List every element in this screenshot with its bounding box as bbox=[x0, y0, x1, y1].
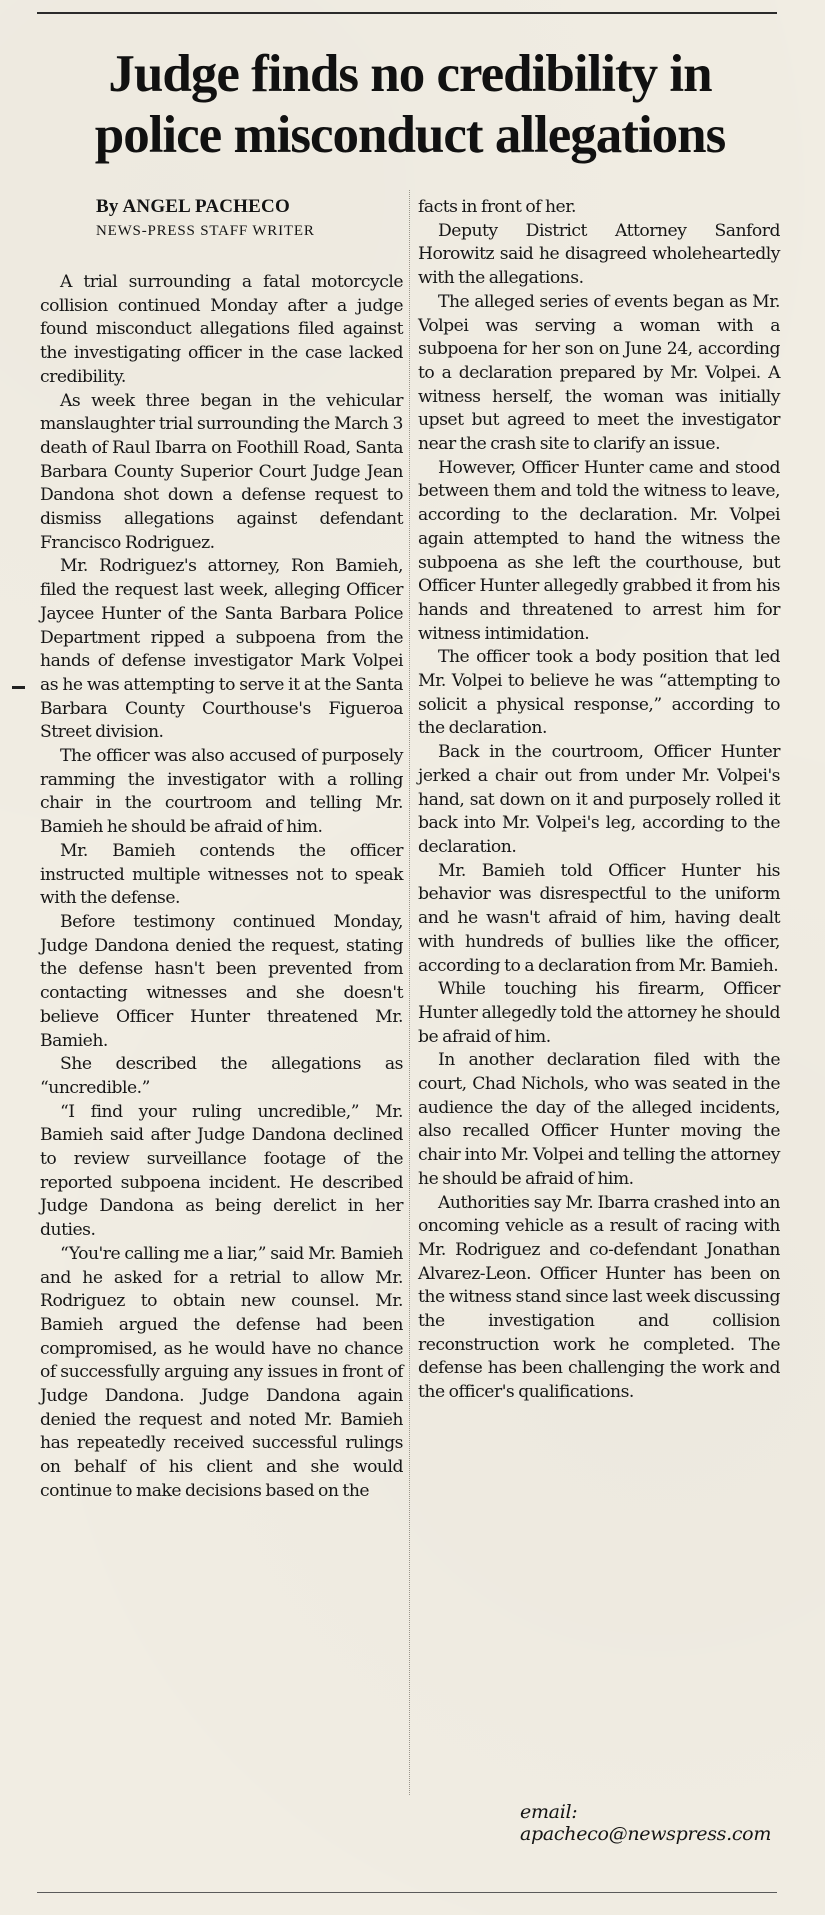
paragraph-continuation: facts in front of her. bbox=[418, 197, 577, 217]
paragraph: The officer was also accused of purposely ramming the investigator with a rolling chair in the courtroom and telling Mr. Bamieh he should be afraid of him. bbox=[40, 746, 403, 838]
paragraph: A trial surrounding a fatal motorcycle collision continued Monday after a judge found misconduct allegations filed against the investigating officer in the case lacked credibility. bbox=[40, 272, 403, 387]
paragraph: Mr. Rodriguez's attorney, Ron Bamieh, filed the request last week, alleging Officer Jaycee Hunter of the Santa Barbara Police Department ripped a subpoena from the hands of defense investigator Mark Volpei as he was attempting to serve it at the Santa Barbara County Courthouse's Figueroa Street division. bbox=[40, 556, 403, 743]
margin-mark bbox=[12, 686, 25, 689]
paragraph: In another declaration filed with the court, Chad Nichols, who was seated in the audience the day of the alleged incidents, also recalled Officer Hunter moving the chair into Mr. Volpei and telling the attorney he should be afraid of him. bbox=[418, 1050, 780, 1189]
paragraph: The alleged series of events began as Mr. Volpei was serving a woman with a subpoena for her son on June 24, according to a declaration prepared by Mr. Volpei. A witness herself, the woman was initially upset but agreed to meet the investigator near the crash site to clarify an issue. bbox=[418, 291, 780, 455]
paragraph: While touching his firearm, Officer Hunter allegedly told the attorney he should be afraid of him. bbox=[418, 979, 780, 1047]
paragraph: Back in the courtroom, Officer Hunter jerked a chair out from under Mr. Volpei's hand, sat down on it and purposely rolled it back into Mr. Volpei's leg, according to the declaration. bbox=[418, 742, 780, 857]
author-email[interactable]: email: apacheco@newspress.com bbox=[520, 1801, 772, 1845]
left-column bbox=[40, 271, 403, 1504]
byline: By ANGEL PACHECO bbox=[96, 196, 290, 217]
paragraph: The officer took a body position that led Mr. Volpei to believe he was “attempting to solicit a physical response,” according to the declaration. bbox=[418, 647, 780, 739]
top-rule bbox=[37, 12, 777, 14]
headline: Judge finds no credibility in police misconduct allegations bbox=[94, 45, 726, 164]
paragraph: “You're calling me a liar,” said Mr. Bamieh and he asked for a retrial to allow Mr. Rodriguez to obtain new counsel. Mr. Bamieh argued the defense had been compromised, as he would have no chance of successfully arguing any issues in front of Judge Dandona. Judge Dandona again denied the request and noted Mr. Bamieh has repeatedly received successful rulings on behalf of his client and she would continue to make decisions based on the bbox=[40, 1243, 403, 1501]
staff-title: NEWS-PRESS STAFF WRITER bbox=[96, 223, 315, 239]
paragraph: However, Officer Hunter came and stood between them and told the witness to leave, according to the declaration. Mr. Volpei again attempted to hand the witness the subpoena as she left the courthouse, but Officer Hunter allegedly grabbed it from his hands and threatened to arrest him for witness intimidation. bbox=[418, 457, 780, 644]
paragraph: Mr. Bamieh told Officer Hunter his behavior was disrespectful to the uniform and he wasn't afraid of him, having dealt with hundreds of bullies like the officer, according to a declaration from Mr. Bamieh. bbox=[418, 860, 780, 976]
paragraph: Deputy District Attorney Sanford Horowitz said he disagreed wholeheartedly with the allegations. bbox=[418, 220, 780, 289]
bottom-rule bbox=[37, 1892, 777, 1893]
paragraph: “I find your ruling uncredible,” Mr. Bamieh said after Judge Dandona declined to review surveillance footage of the reported subpoena incident. He described Judge Dandona as being derelict in her duties. bbox=[40, 1101, 403, 1241]
column-divider bbox=[409, 190, 410, 1795]
paragraph: As week three began in the vehicular manslaughter trial surrounding the March 3 death of Raul Ibarra on Foothill Road, Santa Barbara County Superior Court Judge Jean Dandona shot down a defense request to dismiss allegations against defendant Francisco Rodriguez. bbox=[40, 390, 403, 553]
right-column bbox=[418, 196, 780, 1405]
paragraph: Mr. Bamieh contends the officer instructed multiple witnesses not to speak with the defense. bbox=[40, 840, 403, 909]
paragraph: Before testimony continued Monday, Judge Dandona denied the request, stating the defense hasn't been prevented from contacting witnesses and she doesn't believe Officer Hunter threatened Mr. Bamieh. bbox=[40, 911, 403, 1051]
paragraph: Authorities say Mr. Ibarra crashed into an oncoming vehicle as a result of racing with Mr. Rodriguez and co-defendant Jonathan Alvarez-Leon. Officer Hunter has been on the witness stand since last week discussing the investigation and collision reconstruction work he completed. The defense has been challenging the work and the officer's qualifications. bbox=[418, 1192, 780, 1403]
paragraph: She described the allegations as “uncredible.” bbox=[40, 1054, 403, 1098]
